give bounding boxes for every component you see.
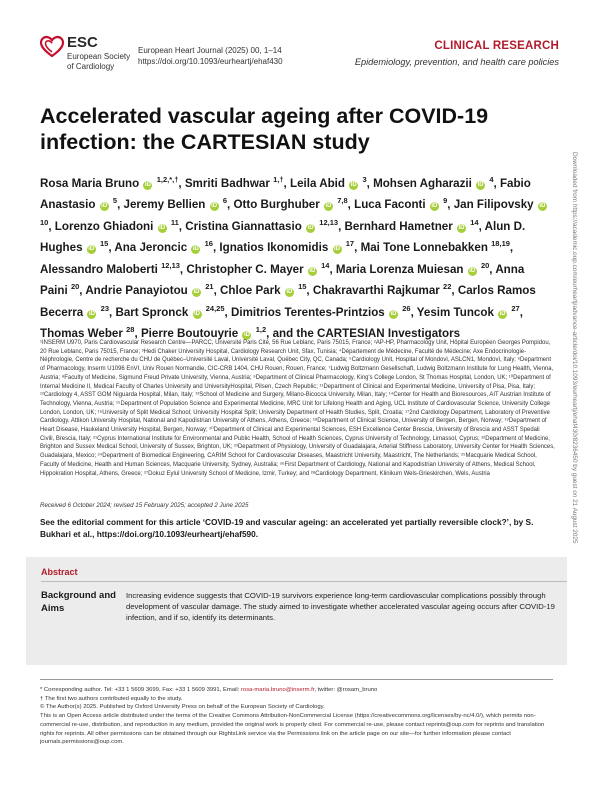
- orcid-icon[interactable]: iD: [101, 203, 108, 210]
- author-name: Ignatios Ikonomidis: [219, 241, 329, 255]
- author: [40, 260, 180, 276]
- author-name: Chloe Park: [220, 284, 281, 298]
- author-name: Cristina Giannattasio: [185, 219, 302, 233]
- logo-name: ESC: [67, 34, 98, 51]
- author-name: Alun D. Hughes: [40, 219, 526, 255]
- logo-subtitle: [67, 52, 130, 71]
- author: [115, 303, 225, 319]
- orcid-icon[interactable]: iD: [458, 224, 465, 231]
- abstract-divider: [41, 581, 567, 582]
- orcid-icon[interactable]: iD: [390, 310, 397, 317]
- author-affiliation-marker: 14: [470, 217, 479, 227]
- logo-sub-line-1: European Society: [67, 52, 131, 61]
- author-affiliation-marker: 23: [100, 303, 110, 313]
- abstract-box: [26, 557, 567, 665]
- author: [373, 177, 493, 190]
- author: [230, 303, 411, 319]
- author-affiliation-marker: 7,8: [337, 196, 348, 206]
- journal-line: European Heart Journal (2025) 00, 1–14: [138, 46, 282, 55]
- author-affiliation-marker: 15: [99, 239, 109, 249]
- author-affiliation-marker: 4: [489, 175, 494, 184]
- author-name: Mohsen Agharazii: [373, 176, 472, 190]
- author-affiliation-marker: 27: [511, 303, 520, 313]
- author: [186, 260, 330, 276]
- author-affiliation-marker: 1,2,*,†: [156, 175, 179, 184]
- license-text: This is an Open Access article distributed under the terms of the Creative Commons Attribution-NonCommercial License (https://creativecommons.org/licenses/by-nc/4.0/), which permits non-commercial re-use, distribution, and reproduction in any medium, provided the original work is properly cited. For commercial re-use, please contact reprints@oup.com for reprints and translation rights for reprints. All other permissions can be obtained through our RightsLink service via the Permissions link on the article page on our site—for further information please contact journals.permissions@oup.com.: [40, 713, 545, 746]
- doi-link[interactable]: https://doi.org/10.1093/eurheartj/ehaf430: [138, 57, 283, 66]
- author-affiliation-marker: 6: [222, 196, 228, 206]
- author: [219, 241, 354, 254]
- author-affiliation-marker: 28: [126, 325, 135, 335]
- download-note: [571, 152, 587, 622]
- corresponding-text: * Corresponding author. Tel: +33 1 5609 3699, Fax: +33 1 5609 3991, Email:: [40, 687, 241, 693]
- author-name: Otto Burghuber: [233, 198, 320, 212]
- footnotes: [40, 686, 555, 747]
- author-affiliation-marker: 18,19: [491, 239, 510, 249]
- corresponding-author: [40, 686, 555, 695]
- affiliations: ¹INSERM U970, Paris Cardiovascular Research Centre—PARCC, Université Paris Cité, 56 Rue Leblanc, Paris 75015, France; ²AP-HP, Pharmacology Unit, Hôpital Européen Georges Pompidou, 20 Rue Leblanc, Paris 75015, France; ³Hedi Chaker University Hospital, Cardiology Research Unit, Sfax, Tunisia; ⁴Département de Médecine, Faculté de Médecine; Axe Endocrinologie-Néphrologie, Centre de recherche du CHU de Québec–Université Laval, Université Laval, Québec City, QC, Canada; ⁵Cardiology Unit, Hospital of Mondovì, ASLCN1, Mondovì, Italy; ⁶Department of Pharmacology, Inserm U1096 EnVI, Univ Rouen Normandie, CIC-CRB 1404, CHU Rouen, Rouen, France; ⁷Ludwig Boltzmann Gesellschaft, Ludwig Boltzmann Institute for Lung Health, Vienna, Austria; ⁸Faculty of Medicine, Sigmund Freud Private University, Vienna, Austria; ⁹Department of Clinical Pharmacology, King's College London, St Thomas Hospital, London, UK; ¹⁰Department of Internal Medicine II, Medical Faculty of Charles University and UniversityHospital, Pilsen, Czech Republic; ¹¹Department of Clinical and Experimental Medicine, University of Pisa, Pisa, Italy; ¹²Cardiology 4, ASST GOM Niguarda Hospital, Milan, Italy; ¹³School of Medicine and Surgery, Milano-Bicocca University, Milan, Italy; ¹⁴Center for Health and Bioresources, AIT Austrian Institute of Technology, Vienna, Austria; ¹⁵Department of Population Science and Experimental Medicine, MRC Unit for Lifelong Health and Aging, UCL Institute of Cardiovascular Science, University College London, London, UK; ¹⁶University of Split Medical School; University Hospital Split; University Department of Health Studies, Split, Croatia; ¹⁷2nd Cardiology Department, Laboratory of Preventive Cardiology, Attikon University Hospital, National and Kapodistrian University of Athens, Athens, Greece; ¹⁸Department of Clinical Science, University of Bergen, Bergen, Norway; ¹⁹Department of Heart Disease, Haukeland University Hospital, Bergen, Norway; ²⁰Department of Clinical and Experimental Sciences, ESH Excellence Center Brescia, University of Brescia and ASST Spedali Civili, Brescia, Italy; ²¹Cyprus International Institute for Environmental and Public Health, School of Health Sciences, Cyprus University of Technology, Limassol, Cyprus; ²²Department of Medicine, Brighton and Sussex Medical School, University of Sussex, Brighton, UK; ²³Department of Physiology, University of Guadalajara, Arterial Stiffness Laboratory, University Center for Health Sciences, Guadalajara, Mexico; ²⁴Department of Biomedical Engineering, CARIM School for Cardiovascular Diseases, Maastricht University, Maastricht, The Netherlands; ²⁵Macquarie Medical School, Faculty of Medicine, Health and Human Sciences, Macquarie University, Sydney, Australia; ²⁶First Department of Cardiology, National and Kapodistrian University of Athens, Medical School, Hippokration Hospital, Athens, Greece; ²⁷Dokuz Eylul University School of Medicine, Izmir, Turkey; and ²⁸Cardiology Department, Klinikum Wels-Grieskirchen, Wels, Austria: [40, 340, 555, 477]
- author-name: Thomas Weber: [40, 327, 123, 341]
- author-affiliation-marker: 20: [70, 282, 80, 292]
- abstract-heading: Abstract: [41, 567, 78, 577]
- orcid-icon[interactable]: iD: [307, 224, 314, 231]
- author-name: Bernhard Hametner: [344, 219, 453, 233]
- author-name: Alessandro Maloberti: [40, 262, 158, 276]
- orcid-icon[interactable]: iD: [309, 267, 316, 274]
- author-affiliation-marker: 1,2: [255, 325, 267, 335]
- author-name: Carlos Ramos Becerra: [40, 284, 536, 319]
- journal-citation: [138, 45, 283, 67]
- author-affiliation-marker: 16: [204, 239, 213, 249]
- orcid-icon[interactable]: iD: [192, 246, 199, 253]
- author-affiliation-marker: 21: [205, 282, 214, 292]
- author-affiliation-marker: 5: [112, 196, 118, 206]
- author-name: Dimitrios Terentes-Printzios: [230, 305, 385, 319]
- author-name: Leila Abid: [290, 176, 345, 190]
- author-name: Andrie Panayiotou: [85, 284, 188, 298]
- author: [354, 198, 447, 211]
- orcid-icon[interactable]: iD: [286, 289, 293, 296]
- editorial-note: See the editorial comment for this article ‘COVID-19 and vascular ageing: an accelerated yet partially reversible clock?’, by S. Bukhari et al., https://doi.org/10.1093/eurheartj/ehaf590.: [40, 517, 534, 539]
- copyright: © The Author(s) 2025. Published by Oxford University Press on behalf of the European Society of Cardiology.: [40, 704, 325, 711]
- author-affiliation-marker: 20: [480, 260, 490, 270]
- abstract-section-label: Background and Aims: [41, 590, 116, 614]
- author-affiliation-marker: 3: [362, 175, 367, 184]
- author-name: Mai Tone Lonnebakken: [360, 241, 488, 255]
- abstract-text: Increasing evidence suggests that COVID-19 survivors experience long-term cardiovascular complications possibly through development of vascular damage. The study aimed to investigate whether accelerated vascular ageing occurs after COVID-19 infection, and if so, identify its determinants.: [126, 591, 555, 623]
- author-affiliation-marker: 10: [40, 217, 49, 227]
- author: [233, 198, 347, 211]
- orcid-icon[interactable]: iD: [350, 181, 357, 188]
- author-name: Smriti Badhwar: [184, 176, 270, 190]
- author-name: Jan Filipovsky: [453, 198, 534, 212]
- orcid-icon[interactable]: iD: [469, 267, 476, 274]
- author-affiliation-marker: 12,13: [319, 217, 339, 227]
- author-name: Lorenzo Ghiadoni: [54, 219, 154, 233]
- author-affiliation-marker: 15: [298, 282, 307, 292]
- orcid-icon[interactable]: iD: [325, 203, 332, 210]
- author-name: Christopher C. Mayer: [186, 262, 304, 276]
- download-note-text: Downloaded from https://academic.oup.com/eurheartj/advance-article/doi/10.1093/eurheartj/ehaf430/8236450 by guest on 21 August 2025: [571, 152, 578, 544]
- author: [290, 177, 367, 190]
- author: [40, 177, 178, 190]
- orcid-icon[interactable]: iD: [193, 289, 200, 296]
- orcid-icon[interactable]: iD: [159, 224, 166, 231]
- author-name: Ana Jeroncic: [114, 241, 188, 255]
- author: [361, 241, 510, 254]
- orcid-icon[interactable]: iD: [431, 203, 438, 210]
- orcid-icon[interactable]: iD: [539, 203, 546, 210]
- logo-sub-line-2: of Cardiology: [67, 61, 115, 71]
- twitter-text: , twitter: @rosam_bruno: [314, 687, 378, 693]
- email-link[interactable]: rosa-maria.bruno@inserm.fr: [240, 687, 315, 693]
- author: [54, 217, 179, 233]
- received-dates: Received 6 October 2024; revised 15 February 2025; accepted 2 June 2025: [40, 502, 249, 509]
- author-name: Pierre Boutouyrie: [140, 327, 239, 341]
- author-name: Chakravarthi Rajkumar: [312, 284, 440, 298]
- author: [416, 303, 520, 319]
- orcid-icon[interactable]: iD: [243, 332, 250, 339]
- author-affiliation-marker: 9: [443, 196, 448, 206]
- heart-icon: [40, 35, 64, 59]
- author: [114, 241, 213, 254]
- orcid-icon[interactable]: iD: [499, 310, 506, 317]
- orcid-icon[interactable]: iD: [334, 246, 341, 253]
- author-affiliation-marker: 22: [443, 282, 452, 292]
- footnote-divider: [40, 679, 553, 680]
- author-name: Jeremy Bellien: [123, 198, 206, 212]
- author-name: Anna Paini: [40, 262, 525, 298]
- author-name: Fabio Anastasio: [40, 176, 531, 212]
- section-label: CLINICAL RESEARCH: [434, 40, 559, 52]
- orcid-icon[interactable]: iD: [211, 203, 218, 210]
- author-affiliation-marker: 1,†: [273, 175, 284, 184]
- esc-logo[interactable]: [40, 34, 140, 74]
- orcid-icon[interactable]: iD: [88, 246, 95, 253]
- orcid-icon[interactable]: iD: [194, 310, 201, 317]
- author-affiliation-marker: 12,13: [161, 260, 180, 270]
- author: [344, 217, 479, 233]
- author-affiliation-marker: 14: [321, 260, 330, 270]
- author: [335, 260, 490, 276]
- article-title: Accelerated vascular ageing after COVID-19 infection: the CARTESIAN study: [40, 104, 489, 154]
- author: [124, 198, 228, 211]
- subsection-label: Epidemiology, prevention, and health care policies: [354, 57, 559, 67]
- orcid-icon[interactable]: iD: [477, 181, 484, 188]
- author-list: Rosa Maria Bruno iD $^{1,2,*,\dagger}$, Smriti Badhwar $^{1,\dagger}$, Leila Abid iD $^3$, Mohsen Agharazii iD $^4$, Fabio Anastasio iD $^5$, Jeremy Bellien iD $^6$, Otto Burghuber iD $^{7,8}$, Luca Faconti iD $^9$, Jan Filipovsky iD $^{10}$, Lorenzo Ghiadoni iD $^{11}$, Cristina Giannattasio iD $^{12,13}$, Bernhard Hametner iD $^{14}$, Alun D. Hughes iD $^{15}$, Ana Jeroncic iD $^{16}$, Ignatios Ikonomidis iD $^{17}$, Mai Tone Lonnebakken $^{18,19}$, Alessandro Maloberti $^{12,13}$, Christopher C. Mayer iD $^{14}$, Maria Lorenza Muiesan iD $^{20}$, Anna Paini $^{20}$, Andrie Panayiotou iD $^{21}$, Chloe Park iD $^{15}$, Chakravarthi Rajkumar $^{22}$, Carlos Ramos Becerra iD $^{23}$, Bart Spronck iD $^{24,25}$, Dimitrios Terentes-Printzios iD $^{26}$, Yesim Tuncok iD $^{27}$, Thomas Weber $^{28}$, Pierre Boutouyrie iD $^{1,2}$, and the CARTESIAN Investigators: [40, 171, 555, 343]
- author: [185, 177, 284, 190]
- author-name: Maria Lorenza Muiesan: [335, 262, 464, 276]
- author-name: Bart Spronck: [115, 305, 189, 319]
- author: [220, 284, 306, 297]
- equal-contribution: † The first two authors contributed equally to the study.: [40, 695, 183, 702]
- author-name: Yesim Tuncok: [416, 305, 494, 319]
- author: [85, 284, 213, 297]
- author-name: and the CARTESIAN Investigators: [272, 327, 461, 341]
- author-affiliation-marker: 26: [402, 303, 411, 313]
- orcid-icon[interactable]: iD: [88, 310, 95, 317]
- orcid-icon[interactable]: iD: [144, 181, 151, 188]
- author-name: Rosa Maria Bruno: [40, 176, 140, 190]
- author-affiliation-marker: 17: [345, 239, 355, 249]
- author: [185, 217, 339, 233]
- author-name: Luca Faconti: [354, 198, 426, 212]
- author: [313, 284, 452, 297]
- author-affiliation-marker: 24,25: [205, 303, 225, 313]
- author-affiliation-marker: 11: [170, 217, 179, 227]
